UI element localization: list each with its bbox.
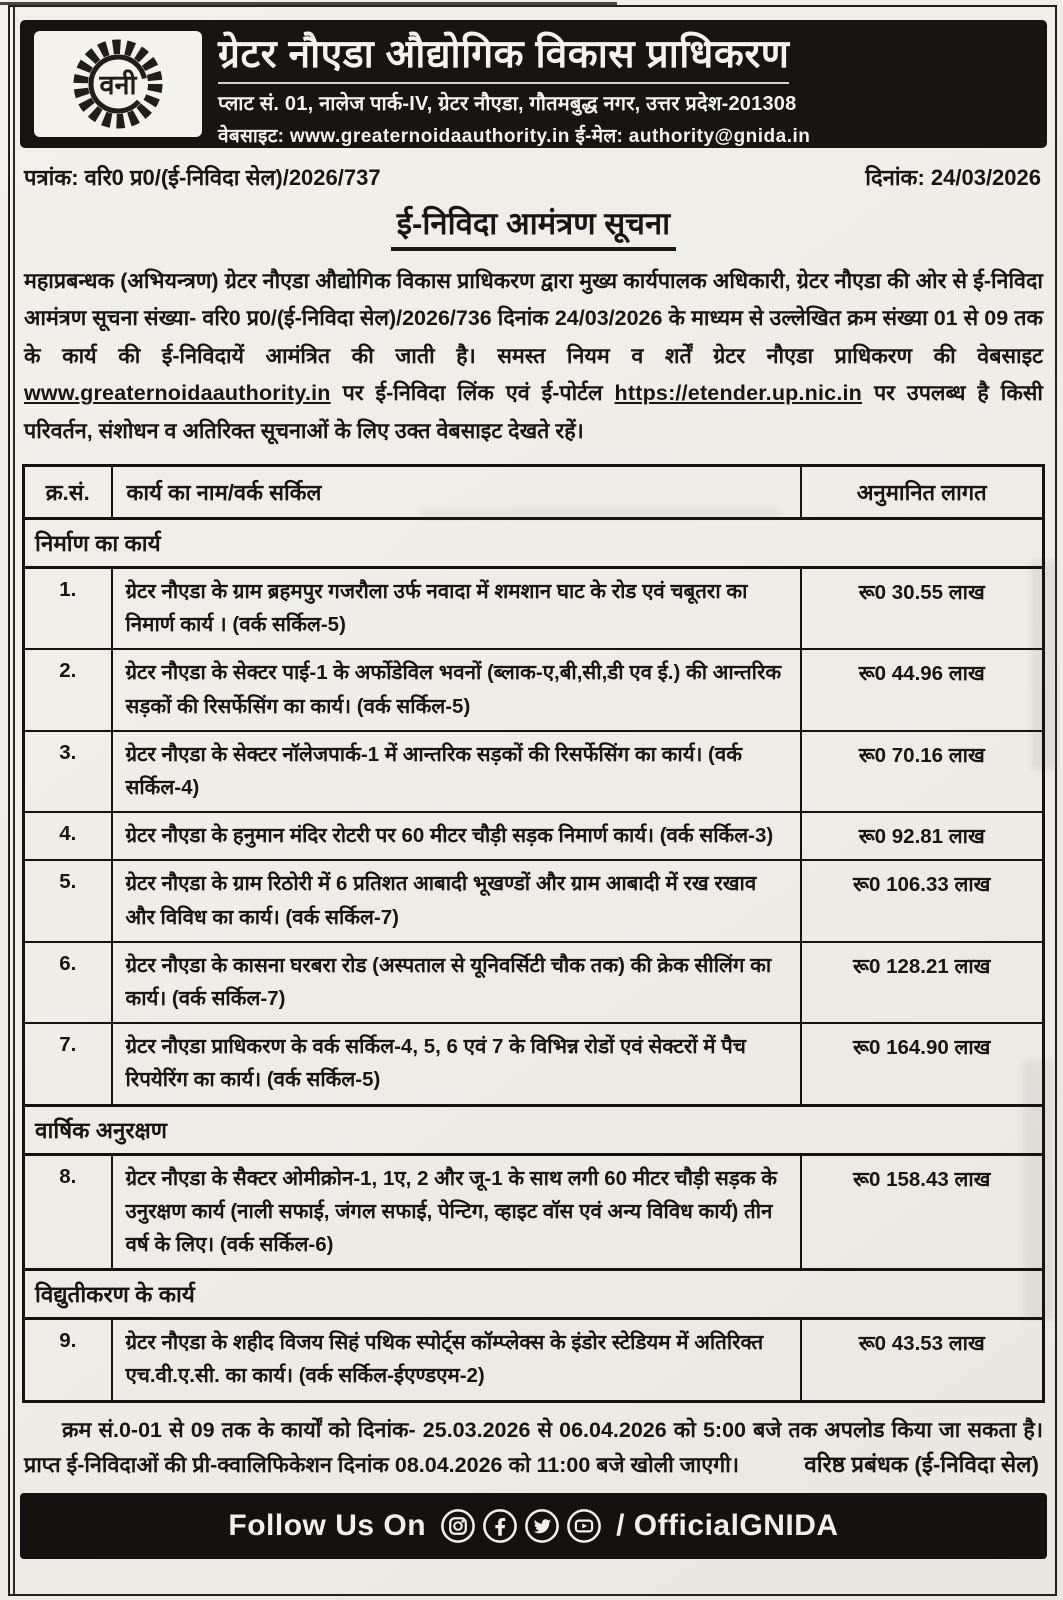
work-cell: ग्रेटर नौएडा के ग्राम रिठोरी में 6 प्रतिशत आबादी भूखण्डों और ग्राम आबादी में रख रखाव और विविध का कार्य। (वर्क सर्किल-7) [112,860,801,941]
signatory-designation: वरिष्ठ प्रबंधक (ई-निविदा सेल) [804,1452,1039,1478]
table-row [24,568,1044,650]
cost-cell: रू0 70.16 लाख [801,731,1044,812]
website-label: वेबसाइट: [218,126,285,147]
serial-cell: 9. [24,1319,112,1401]
follow-us-bar [22,1495,1045,1557]
instagram-icon [440,1508,476,1544]
email-label: ई-मेल: [575,126,624,147]
svg-text:वनी: वनी [99,70,137,101]
social-handle: / OfficialGNIDA [616,1509,839,1543]
serial-cell: 8. [24,1154,112,1270]
cost-cell: रू0 92.81 लाख [801,812,1044,860]
section-row-annual-maintenance [24,1105,1044,1154]
work-cell: ग्रेटर नौएडा के सेक्टर पाई-1 के अर्फोडेविल भवनों (ब्लाक-ए,बी,सी,डी एव ई.) की आन्तरिक सड़कों की रिसर्फेसिंग का कार्य। (वर्क सर्किल-5) [112,649,801,730]
cost-cell: रू0 43.53 लाख [801,1319,1044,1401]
facebook-icon [482,1508,518,1544]
col-header-serial: क्र.सं. [24,466,112,519]
work-cell: ग्रेटर नौएडा के सेक्टर नॉलेजपार्क-1 में आन्तरिक सड़कों की रिसर्फेसिंग का कार्य। (वर्क सर्किल-4) [112,731,801,812]
table-row [24,731,1044,812]
intro-text-1: महाप्रबन्धक (अभियन्त्रण) ग्रेटर नौएडा औद्योगिक विकास प्राधिकरण द्वारा मुख्य कार्यपालक अधिकारी, ग्रेटर नौएडा की ओर से ई-निविदा आमंत्रण सूचना संख्या- वरि0 प्र0/(ई-निविदा सेल)/2026/736 दिनांक 24/03/2026 के माध्यम से उल्लेखित क्रम संख्या 01 से 09 तक के कार्य की ई-निविदायें आमंत्रित की जाती है। समस्त नियम व शर्तें ग्रेटर नौएडा प्राधिकरण की वेबसाइट [24,269,1043,368]
section-title: विद्युतीकरण के कार्य [24,1270,1044,1319]
serial-cell: 3. [24,731,112,812]
section-title: निर्माण का कार्य [24,519,1044,568]
letter-number: पत्रांक: वरि0 प्र0/(ई-निविदा सेल)/2026/737 [24,165,381,190]
table-row [24,812,1044,860]
twitter-icon [524,1508,560,1544]
follow-us-label: Follow Us On [228,1509,427,1543]
table-row [24,1154,1044,1270]
work-cell: ग्रेटर नौएडा के शहीद विजय सिहं पथिक स्पोर्ट्स कॉम्प्लेक्स के इंडोर स्टेडियम में अतिरिक्त एच.वी.ए.सी. का कार्य। (वर्क सर्किल-ईएण्डएम-2) [112,1319,801,1401]
letterhead-band [22,22,1045,146]
authority-website-link: www.greaternoidaauthority.in [24,381,331,406]
section-row-electrification [24,1270,1044,1319]
gnida-logo [34,31,202,137]
social-icons [440,1508,602,1544]
notice-title: ई-निविदा आमंत्रण सूचना [391,202,676,251]
serial-cell: 7. [24,1023,112,1105]
gear-logo-icon [68,34,168,134]
table-header-row [24,466,1044,519]
intro-paragraph [24,263,1043,450]
serial-cell: 4. [24,812,112,860]
serial-cell: 6. [24,942,112,1023]
table-row [24,860,1044,941]
eportal-label: ई-पोर्टल [541,381,615,406]
intro-text-3: पर उपलब्ध है किसी परिवर्तन, संशोधन व अतिरिक्त सूचनाओं के लिए उक्त वेबसाइट देखते रहें। [24,381,1043,443]
youtube-icon [566,1508,602,1544]
serial-cell: 1. [24,568,112,650]
section-row-construction [24,519,1044,568]
intro-text-2: पर ई-निविदा लिंक एवं [330,381,542,406]
tender-works-table [22,464,1045,1403]
work-cell: ग्रेटर नौएडा के कासना घरबरा रोड (अस्पताल से यूनिवर्सिटी चौक तक) की क्रेक सीलिंग का कार्य। (वर्क सर्किल-7) [112,942,801,1023]
table-row [24,1023,1044,1105]
authority-name: ग्रेटर नौएडा औद्योगिक विकास प्राधिकरण [218,26,789,84]
etender-portal-link: https://etender.up.nic.in [614,381,863,406]
serial-cell: 5. [24,860,112,941]
cost-cell: रू0 128.21 लाख [801,942,1044,1023]
table-row [24,649,1044,730]
email-address: authority@gnida.in [628,126,811,147]
authority-address: प्लाट सं. 01, नालेज पार्क-IV, ग्रेटर नौएडा, गौतमबुद्ध नगर, उत्तर प्रदेश-201308 [218,93,797,115]
cost-cell: रू0 158.43 लाख [801,1154,1044,1270]
section-title: वार्षिक अनुरक्षण [24,1105,1044,1154]
work-cell: ग्रेटर नौएडा के हनुमान मंदिर रोटरी पर 60 मीटर चौड़ी सड़क निमार्ण कार्य। (वर्क सर्किल-3) [112,812,801,860]
col-header-work-name: कार्य का नाम/वर्क सर्किल [112,466,801,519]
website-url: www.greaternoidaauthority.in [289,126,570,147]
serial-cell: 2. [24,649,112,730]
col-header-estimated-cost: अनुमानित लागत [801,466,1044,519]
cost-cell: रू0 30.55 लाख [801,568,1044,650]
cost-cell: रू0 44.96 लाख [801,649,1044,730]
letter-date: दिनांक: 24/03/2026 [865,165,1041,190]
authority-contacts [218,122,1035,148]
cost-cell: रू0 106.33 लाख [801,860,1044,941]
work-cell: ग्रेटर नौएडा प्राधिकरण के वर्क सर्किल-4, 5, 6 एवं 7 के विभिन्न रोडों एवं सेक्टरों में पैच रिपयेरिंग का कार्य। (वर्क सर्किल-5) [112,1023,801,1105]
table-row [24,1319,1044,1401]
cost-cell: रू0 164.90 लाख [801,1023,1044,1105]
work-cell: ग्रेटर नौएडा के ग्राम ब्रहमपुर गजरौला उर्फ नवादा में शमशान घाट के रोड एवं चबूतरा का निमार्ण कार्य । (वर्क सर्किल-5) [112,568,801,650]
reference-line [24,162,1041,192]
work-cell: ग्रेटर नौएडा के सैक्टर ओमीक्रोन-1, 1ए, 2 और जू-1 के साथ लगी 60 मीटर चौड़ी सड़क के उनुरक्षण कार्य (नाली सफाई, जंगल सफाई, पेन्टिग, व्हाइट वॉस एवं अन्य विविध कार्य) तीन वर्ष के लिए। (वर्क सर्किल-6) [112,1154,801,1270]
table-row [24,942,1044,1023]
closing-note: क्रम सं.0-01 से 09 तक के कार्यों को दिनांक- 25.03.2026 से 06.04.2026 को 5:00 बजे तक अपलोड किया जा सकता है। प्राप्त ई-निविदाओं की प्री-क्वालिफिकेशन दिनांक 08.04.2026 को 11:00 बजे खोली जाएगी। [24,1417,1043,1477]
